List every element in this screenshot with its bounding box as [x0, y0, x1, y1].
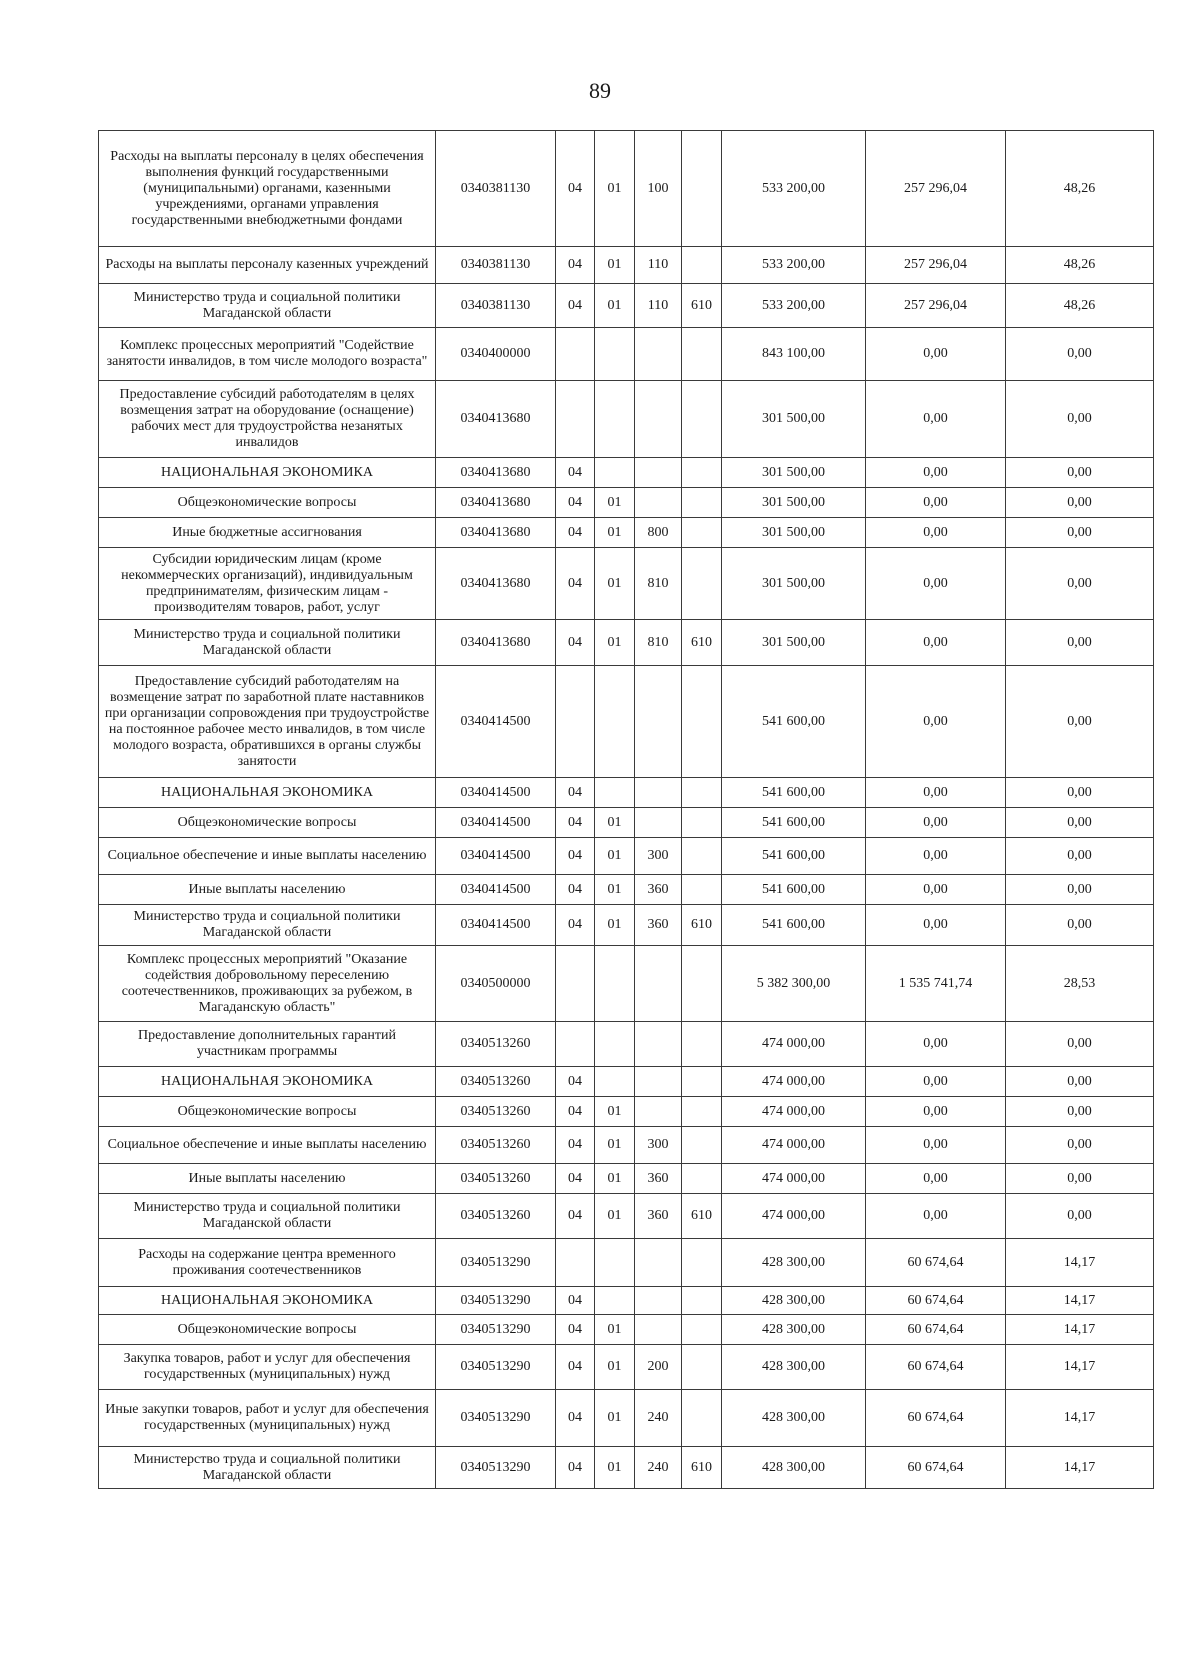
cell-planned-amount: 474 000,00 [722, 1164, 866, 1194]
cell-section: 04 [556, 1390, 595, 1447]
cell-section [556, 666, 595, 778]
cell-execution-percent: 14,17 [1006, 1390, 1154, 1447]
cell-expense-type [635, 381, 682, 458]
table-row [99, 1067, 1154, 1097]
cell-name: Общеэкономические вопросы [99, 808, 436, 838]
cell-execution-percent: 28,53 [1006, 946, 1154, 1022]
cell-administrator [682, 1127, 722, 1164]
cell-planned-amount: 474 000,00 [722, 1194, 866, 1239]
table-row [99, 666, 1154, 778]
cell-subsection: 01 [595, 838, 635, 875]
cell-section: 04 [556, 247, 595, 284]
cell-executed-amount: 0,00 [866, 905, 1006, 946]
cell-expense-type: 360 [635, 905, 682, 946]
cell-executed-amount: 0,00 [866, 1022, 1006, 1067]
cell-name: Иные выплаты населению [99, 1164, 436, 1194]
cell-subsection: 01 [595, 548, 635, 620]
table-row [99, 905, 1154, 946]
cell-name: Расходы на выплаты персоналу в целях обеспечения выполнения функций государственными (муниципальными) органами, казенными учреждениями, органами управления государственными внебюджетными фондами [99, 131, 436, 247]
cell-executed-amount: 257 296,04 [866, 131, 1006, 247]
cell-name: Предоставление субсидий работодателям на возмещение затрат по заработной плате наставников при организации сопровождения при трудоустройстве на постоянное рабочее место инвалидов, в том числе молодого возраста, обратившихся в органы службы занятости [99, 666, 436, 778]
cell-executed-amount: 0,00 [866, 666, 1006, 778]
cell-execution-percent: 0,00 [1006, 458, 1154, 488]
cell-execution-percent: 0,00 [1006, 1164, 1154, 1194]
cell-target-article: 0340381130 [436, 131, 556, 247]
cell-target-article: 0340400000 [436, 328, 556, 381]
cell-planned-amount: 474 000,00 [722, 1097, 866, 1127]
cell-planned-amount: 474 000,00 [722, 1022, 866, 1067]
cell-execution-percent: 48,26 [1006, 284, 1154, 328]
cell-execution-percent: 14,17 [1006, 1447, 1154, 1489]
cell-expense-type [635, 666, 682, 778]
cell-section: 04 [556, 875, 595, 905]
cell-section: 04 [556, 548, 595, 620]
cell-name: Министерство труда и социальной политики Магаданской области [99, 620, 436, 666]
cell-administrator [682, 548, 722, 620]
cell-target-article: 0340413680 [436, 381, 556, 458]
cell-name: Субсидии юридическим лицам (кроме некоммерческих организаций), индивидуальным предпринимателям, физическим лицам - производителям товаров, работ, услуг [99, 548, 436, 620]
table-row [99, 1194, 1154, 1239]
cell-execution-percent: 0,00 [1006, 1194, 1154, 1239]
cell-expense-type [635, 946, 682, 1022]
cell-name: Расходы на выплаты персоналу казенных учреждений [99, 247, 436, 284]
table-row [99, 1022, 1154, 1067]
cell-target-article: 0340513260 [436, 1022, 556, 1067]
cell-execution-percent: 0,00 [1006, 381, 1154, 458]
cell-expense-type: 360 [635, 1164, 682, 1194]
cell-name: Расходы на содержание центра временного проживания соотечественников [99, 1239, 436, 1287]
cell-administrator [682, 328, 722, 381]
cell-executed-amount: 0,00 [866, 328, 1006, 381]
cell-execution-percent: 0,00 [1006, 1067, 1154, 1097]
cell-section: 04 [556, 905, 595, 946]
cell-target-article: 0340413680 [436, 620, 556, 666]
cell-executed-amount: 1 535 741,74 [866, 946, 1006, 1022]
cell-subsection [595, 458, 635, 488]
cell-target-article: 0340414500 [436, 778, 556, 808]
cell-expense-type [635, 328, 682, 381]
cell-executed-amount: 60 674,64 [866, 1287, 1006, 1315]
table-row [99, 1287, 1154, 1315]
cell-execution-percent: 48,26 [1006, 131, 1154, 247]
table-row [99, 808, 1154, 838]
cell-execution-percent: 14,17 [1006, 1239, 1154, 1287]
cell-section: 04 [556, 284, 595, 328]
cell-executed-amount: 0,00 [866, 1127, 1006, 1164]
cell-name: Министерство труда и социальной политики Магаданской области [99, 1194, 436, 1239]
cell-subsection: 01 [595, 518, 635, 548]
cell-administrator: 610 [682, 1194, 722, 1239]
table-row [99, 778, 1154, 808]
cell-planned-amount: 428 300,00 [722, 1287, 866, 1315]
cell-target-article: 0340513260 [436, 1127, 556, 1164]
cell-subsection [595, 1022, 635, 1067]
cell-executed-amount: 60 674,64 [866, 1315, 1006, 1345]
cell-subsection: 01 [595, 247, 635, 284]
cell-subsection [595, 1067, 635, 1097]
table-row [99, 548, 1154, 620]
cell-administrator [682, 1315, 722, 1345]
cell-administrator [682, 875, 722, 905]
cell-target-article: 0340414500 [436, 808, 556, 838]
cell-target-article: 0340413680 [436, 518, 556, 548]
cell-execution-percent: 0,00 [1006, 1022, 1154, 1067]
cell-target-article: 0340513290 [436, 1315, 556, 1345]
cell-planned-amount: 301 500,00 [722, 458, 866, 488]
cell-planned-amount: 5 382 300,00 [722, 946, 866, 1022]
cell-administrator [682, 518, 722, 548]
cell-planned-amount: 541 600,00 [722, 778, 866, 808]
table-row [99, 381, 1154, 458]
cell-section: 04 [556, 1067, 595, 1097]
cell-name: Предоставление субсидий работодателям в целях возмещения затрат на оборудование (оснащение) рабочих мест для трудоустройства незанятых инвалидов [99, 381, 436, 458]
cell-executed-amount: 0,00 [866, 458, 1006, 488]
cell-section: 04 [556, 1164, 595, 1194]
cell-administrator [682, 1287, 722, 1315]
cell-administrator [682, 808, 722, 838]
cell-execution-percent: 0,00 [1006, 875, 1154, 905]
cell-administrator [682, 946, 722, 1022]
cell-name: НАЦИОНАЛЬНАЯ ЭКОНОМИКА [99, 1287, 436, 1315]
cell-planned-amount: 541 600,00 [722, 875, 866, 905]
cell-planned-amount: 533 200,00 [722, 247, 866, 284]
cell-executed-amount: 0,00 [866, 620, 1006, 666]
cell-executed-amount: 0,00 [866, 488, 1006, 518]
cell-section: 04 [556, 458, 595, 488]
cell-target-article: 0340413680 [436, 548, 556, 620]
cell-section [556, 1022, 595, 1067]
cell-administrator [682, 666, 722, 778]
cell-administrator [682, 1022, 722, 1067]
cell-executed-amount: 0,00 [866, 838, 1006, 875]
cell-target-article: 0340414500 [436, 666, 556, 778]
table-row [99, 875, 1154, 905]
cell-target-article: 0340513290 [436, 1447, 556, 1489]
cell-subsection [595, 328, 635, 381]
cell-planned-amount: 428 300,00 [722, 1345, 866, 1390]
budget-table [98, 130, 1154, 1489]
cell-subsection: 01 [595, 620, 635, 666]
cell-execution-percent: 14,17 [1006, 1345, 1154, 1390]
cell-administrator: 610 [682, 620, 722, 666]
cell-subsection: 01 [595, 905, 635, 946]
cell-expense-type [635, 1239, 682, 1287]
table-row [99, 1447, 1154, 1489]
cell-administrator: 610 [682, 1447, 722, 1489]
cell-administrator [682, 1164, 722, 1194]
cell-name: Иные бюджетные ассигнования [99, 518, 436, 548]
cell-target-article: 0340513290 [436, 1287, 556, 1315]
cell-subsection: 01 [595, 1164, 635, 1194]
cell-planned-amount: 301 500,00 [722, 488, 866, 518]
cell-target-article: 0340413680 [436, 488, 556, 518]
cell-administrator [682, 1067, 722, 1097]
cell-target-article: 0340513260 [436, 1164, 556, 1194]
cell-expense-type [635, 778, 682, 808]
cell-planned-amount: 301 500,00 [722, 548, 866, 620]
cell-target-article: 0340414500 [436, 905, 556, 946]
cell-name: Общеэкономические вопросы [99, 1315, 436, 1345]
cell-execution-percent: 0,00 [1006, 666, 1154, 778]
cell-administrator [682, 1097, 722, 1127]
table-row [99, 1127, 1154, 1164]
cell-planned-amount: 541 600,00 [722, 838, 866, 875]
cell-name: Иные выплаты населению [99, 875, 436, 905]
cell-section: 04 [556, 1345, 595, 1390]
cell-execution-percent: 0,00 [1006, 838, 1154, 875]
cell-administrator: 610 [682, 905, 722, 946]
cell-expense-type: 360 [635, 1194, 682, 1239]
cell-execution-percent: 0,00 [1006, 1097, 1154, 1127]
cell-administrator [682, 247, 722, 284]
cell-expense-type: 300 [635, 1127, 682, 1164]
cell-subsection [595, 778, 635, 808]
cell-administrator [682, 488, 722, 518]
cell-expense-type: 360 [635, 875, 682, 905]
table-row [99, 458, 1154, 488]
cell-executed-amount: 0,00 [866, 1194, 1006, 1239]
cell-target-article: 0340500000 [436, 946, 556, 1022]
cell-target-article: 0340414500 [436, 838, 556, 875]
table-row [99, 1315, 1154, 1345]
table-row [99, 1164, 1154, 1194]
cell-planned-amount: 301 500,00 [722, 518, 866, 548]
cell-section [556, 1239, 595, 1287]
page-number: 89 [589, 78, 611, 103]
cell-execution-percent: 48,26 [1006, 247, 1154, 284]
cell-execution-percent: 0,00 [1006, 488, 1154, 518]
cell-expense-type [635, 1067, 682, 1097]
cell-subsection: 01 [595, 488, 635, 518]
cell-name: Закупка товаров, работ и услуг для обеспечения государственных (муниципальных) нужд [99, 1345, 436, 1390]
cell-expense-type: 200 [635, 1345, 682, 1390]
cell-name: Общеэкономические вопросы [99, 1097, 436, 1127]
cell-expense-type [635, 1097, 682, 1127]
cell-administrator [682, 1239, 722, 1287]
cell-execution-percent: 0,00 [1006, 905, 1154, 946]
cell-subsection [595, 1287, 635, 1315]
cell-target-article: 0340513260 [436, 1097, 556, 1127]
table-row [99, 518, 1154, 548]
cell-subsection: 01 [595, 131, 635, 247]
cell-administrator [682, 458, 722, 488]
cell-expense-type: 810 [635, 620, 682, 666]
table-row [99, 838, 1154, 875]
table-row [99, 284, 1154, 328]
table-row [99, 1390, 1154, 1447]
cell-section [556, 328, 595, 381]
table-row [99, 946, 1154, 1022]
cell-executed-amount: 0,00 [866, 1164, 1006, 1194]
cell-subsection [595, 1239, 635, 1287]
cell-expense-type: 110 [635, 247, 682, 284]
cell-subsection: 01 [595, 1390, 635, 1447]
cell-target-article: 0340381130 [436, 284, 556, 328]
cell-section: 04 [556, 1315, 595, 1345]
table-row [99, 131, 1154, 247]
cell-subsection [595, 381, 635, 458]
cell-planned-amount: 428 300,00 [722, 1315, 866, 1345]
cell-subsection: 01 [595, 1194, 635, 1239]
cell-target-article: 0340381130 [436, 247, 556, 284]
cell-name: Комплекс процессных мероприятий "Содействие занятости инвалидов, в том числе молодого возраста" [99, 328, 436, 381]
cell-expense-type [635, 1022, 682, 1067]
cell-planned-amount: 301 500,00 [722, 620, 866, 666]
cell-administrator [682, 838, 722, 875]
table-row [99, 620, 1154, 666]
table-row [99, 1345, 1154, 1390]
cell-execution-percent: 14,17 [1006, 1315, 1154, 1345]
cell-section: 04 [556, 1447, 595, 1489]
table-row [99, 1239, 1154, 1287]
cell-executed-amount: 0,00 [866, 808, 1006, 838]
cell-name: Министерство труда и социальной политики Магаданской области [99, 905, 436, 946]
budget-table-body [99, 131, 1154, 1489]
cell-subsection: 01 [595, 1127, 635, 1164]
cell-expense-type [635, 1315, 682, 1345]
cell-planned-amount: 428 300,00 [722, 1390, 866, 1447]
cell-subsection: 01 [595, 875, 635, 905]
cell-planned-amount: 428 300,00 [722, 1447, 866, 1489]
cell-execution-percent: 0,00 [1006, 620, 1154, 666]
cell-executed-amount: 0,00 [866, 1097, 1006, 1127]
cell-name: НАЦИОНАЛЬНАЯ ЭКОНОМИКА [99, 1067, 436, 1097]
cell-executed-amount: 60 674,64 [866, 1239, 1006, 1287]
cell-name: Предоставление дополнительных гарантий участникам программы [99, 1022, 436, 1067]
cell-executed-amount: 0,00 [866, 381, 1006, 458]
cell-executed-amount: 257 296,04 [866, 247, 1006, 284]
cell-administrator [682, 131, 722, 247]
cell-administrator [682, 1345, 722, 1390]
cell-section: 04 [556, 518, 595, 548]
cell-subsection [595, 946, 635, 1022]
cell-executed-amount: 60 674,64 [866, 1345, 1006, 1390]
cell-expense-type: 110 [635, 284, 682, 328]
cell-planned-amount: 533 200,00 [722, 131, 866, 247]
cell-expense-type [635, 1287, 682, 1315]
cell-administrator: 610 [682, 284, 722, 328]
cell-section: 04 [556, 488, 595, 518]
cell-planned-amount: 541 600,00 [722, 808, 866, 838]
cell-section: 04 [556, 620, 595, 666]
cell-name: Социальное обеспечение и иные выплаты населению [99, 838, 436, 875]
cell-executed-amount: 0,00 [866, 548, 1006, 620]
cell-section: 04 [556, 1127, 595, 1164]
cell-target-article: 0340513260 [436, 1194, 556, 1239]
cell-section: 04 [556, 1097, 595, 1127]
table-row [99, 488, 1154, 518]
table-row [99, 328, 1154, 381]
cell-executed-amount: 257 296,04 [866, 284, 1006, 328]
cell-expense-type: 240 [635, 1390, 682, 1447]
cell-subsection: 01 [595, 1097, 635, 1127]
cell-planned-amount: 533 200,00 [722, 284, 866, 328]
cell-target-article: 0340513260 [436, 1067, 556, 1097]
cell-planned-amount: 474 000,00 [722, 1127, 866, 1164]
cell-executed-amount: 60 674,64 [866, 1447, 1006, 1489]
cell-administrator [682, 381, 722, 458]
cell-section: 04 [556, 778, 595, 808]
cell-expense-type: 810 [635, 548, 682, 620]
cell-section [556, 946, 595, 1022]
cell-section: 04 [556, 838, 595, 875]
cell-target-article: 0340513290 [436, 1390, 556, 1447]
cell-name: Министерство труда и социальной политики Магаданской области [99, 284, 436, 328]
cell-expense-type: 100 [635, 131, 682, 247]
cell-execution-percent: 0,00 [1006, 808, 1154, 838]
cell-expense-type: 800 [635, 518, 682, 548]
cell-section: 04 [556, 1194, 595, 1239]
cell-executed-amount: 0,00 [866, 518, 1006, 548]
cell-subsection: 01 [595, 1345, 635, 1390]
cell-subsection: 01 [595, 808, 635, 838]
cell-expense-type [635, 458, 682, 488]
cell-expense-type: 300 [635, 838, 682, 875]
cell-name: Иные закупки товаров, работ и услуг для обеспечения государственных (муниципальных) нужд [99, 1390, 436, 1447]
cell-target-article: 0340513290 [436, 1345, 556, 1390]
cell-subsection: 01 [595, 1315, 635, 1345]
cell-section: 04 [556, 1287, 595, 1315]
cell-execution-percent: 0,00 [1006, 548, 1154, 620]
cell-target-article: 0340414500 [436, 875, 556, 905]
cell-executed-amount: 60 674,64 [866, 1390, 1006, 1447]
cell-planned-amount: 301 500,00 [722, 381, 866, 458]
cell-section: 04 [556, 808, 595, 838]
cell-administrator [682, 1390, 722, 1447]
cell-expense-type [635, 488, 682, 518]
cell-executed-amount: 0,00 [866, 1067, 1006, 1097]
cell-section: 04 [556, 131, 595, 247]
cell-expense-type [635, 808, 682, 838]
cell-executed-amount: 0,00 [866, 875, 1006, 905]
cell-planned-amount: 843 100,00 [722, 328, 866, 381]
cell-execution-percent: 0,00 [1006, 1127, 1154, 1164]
table-row [99, 247, 1154, 284]
cell-execution-percent: 0,00 [1006, 328, 1154, 381]
cell-name: НАЦИОНАЛЬНАЯ ЭКОНОМИКА [99, 778, 436, 808]
cell-name: Общеэкономические вопросы [99, 488, 436, 518]
cell-planned-amount: 541 600,00 [722, 905, 866, 946]
cell-name: Комплекс процессных мероприятий "Оказание содействия добровольному переселению соотечественников, проживающих за рубежом, в Магаданскую область" [99, 946, 436, 1022]
cell-administrator [682, 778, 722, 808]
cell-expense-type: 240 [635, 1447, 682, 1489]
table-row [99, 1097, 1154, 1127]
cell-name: НАЦИОНАЛЬНАЯ ЭКОНОМИКА [99, 458, 436, 488]
cell-target-article: 0340413680 [436, 458, 556, 488]
cell-section [556, 381, 595, 458]
cell-execution-percent: 14,17 [1006, 1287, 1154, 1315]
cell-planned-amount: 474 000,00 [722, 1067, 866, 1097]
cell-subsection [595, 666, 635, 778]
cell-name: Министерство труда и социальной политики Магаданской области [99, 1447, 436, 1489]
cell-name: Социальное обеспечение и иные выплаты населению [99, 1127, 436, 1164]
cell-planned-amount: 541 600,00 [722, 666, 866, 778]
cell-subsection: 01 [595, 284, 635, 328]
cell-execution-percent: 0,00 [1006, 518, 1154, 548]
cell-execution-percent: 0,00 [1006, 778, 1154, 808]
cell-subsection: 01 [595, 1447, 635, 1489]
cell-planned-amount: 428 300,00 [722, 1239, 866, 1287]
cell-target-article: 0340513290 [436, 1239, 556, 1287]
cell-executed-amount: 0,00 [866, 778, 1006, 808]
